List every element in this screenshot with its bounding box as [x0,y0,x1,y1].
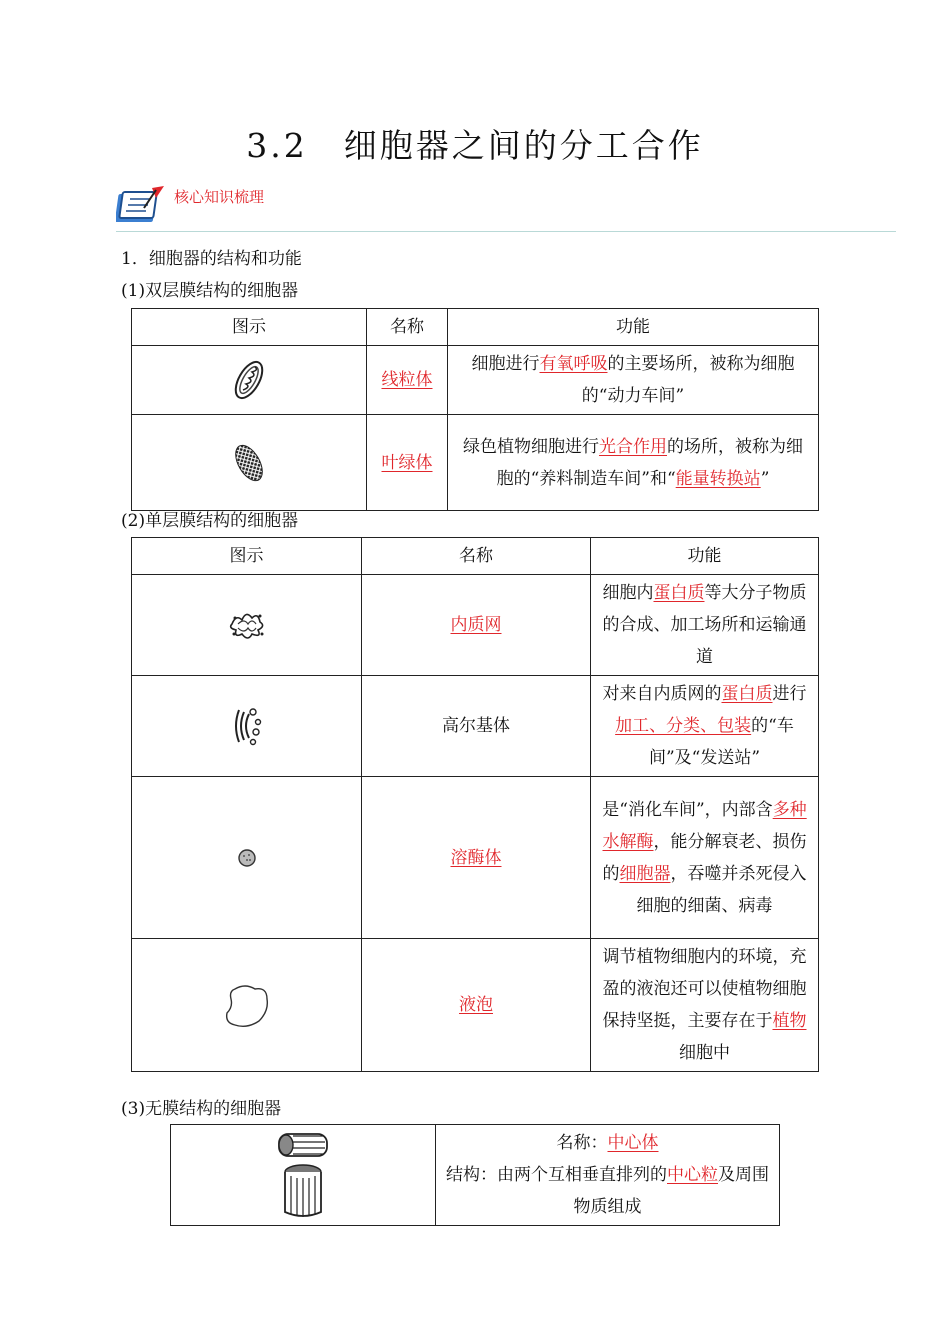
header-cell: 功能 [591,538,819,575]
key-term: 能量转换站 [675,468,761,489]
function-text: 进行 [772,684,807,704]
organelle-name: 液泡 [459,995,493,1015]
no-membrane-table [170,1124,780,1226]
function-text: 细胞中 [679,1043,730,1063]
table-header-row [132,309,819,346]
section-heading: 1．细胞器的结构和功能 [121,249,302,269]
key-term: 多种水解酶 [602,799,807,852]
single-membrane-heading: (2)单层膜结构的细胞器 [121,511,299,531]
key-term: 植物 [772,1011,807,1031]
single-membrane-table [131,537,819,1072]
function-text: ，吞噬并杀死侵入细胞的细菌、病毒 [636,863,807,916]
golgi-apparatus-icon [229,704,265,748]
function-text: ，能分解衰老、损伤的 [602,831,807,884]
lysosome-icon [236,847,258,869]
function-text: 调节植物细胞内的环境，充盈的液泡还可以使植物细胞保持坚挺，主要存在于 [602,947,807,1031]
key-term: 加工、分类、包装 [615,716,752,736]
function-text: 的场所，被称为细胞的“养料制造车间”和“ [496,436,803,489]
organelle-name: 溶酶体 [450,847,502,868]
structure-text: 及周围物质组成 [573,1165,769,1217]
table-row [132,939,819,1072]
organelle-name: 高尔基体 [362,676,591,777]
image-cell [132,575,362,676]
key-term: 光合作用 [599,436,667,457]
header-cell: 功能 [448,309,819,346]
centrosome-icon [273,1128,333,1222]
table-row [132,676,819,777]
centrosome-structure-line [444,1159,771,1223]
table-row [171,1125,780,1226]
table-header-row [132,538,819,575]
organelle-name: 中心体 [607,1133,659,1153]
header-cell: 图示 [132,309,367,346]
key-term: 细胞器 [619,863,671,884]
notebook-icon [116,184,168,228]
header-cell: 名称 [362,538,591,575]
centrosome-name-line [444,1127,771,1159]
divider [116,231,896,232]
section-badge-label: 核心知识梳理 [174,188,265,206]
image-cell [132,346,367,415]
header-cell: 图示 [132,538,362,575]
name-label: 名称： [556,1133,608,1153]
function-text: 细胞进行 [471,354,540,374]
function-text: 的主要场所，被称为细胞的“动力车间” [581,354,795,406]
table-row [132,346,819,415]
structure-text: 结构：由两个互相垂直排列的 [446,1165,667,1185]
organelle-name: 内质网 [450,615,502,635]
image-cell [171,1125,436,1226]
double-membrane-heading: (1)双层膜结构的细胞器 [121,281,299,301]
function-text: 绿色植物细胞进行 [463,436,599,457]
key-term: 蛋白质 [721,684,773,704]
page-title: 3.2 细胞器之间的分工合作 [246,126,704,165]
key-term: 中心粒 [667,1165,718,1185]
image-cell [132,676,362,777]
function-text: 的“车间”及“发送站” [648,716,794,768]
function-text: 等大分子物质的合成、加工场所和运输通道 [602,583,807,667]
no-membrane-heading: (3)无膜结构的细胞器 [121,1099,282,1119]
key-term: 有氧呼吸 [539,354,608,374]
image-cell [132,777,362,939]
mitochondrion-icon [229,357,269,403]
endoplasmic-reticulum-icon [226,604,268,646]
chloroplast-icon [229,440,269,486]
key-term: 蛋白质 [653,583,705,603]
double-membrane-table [131,308,819,511]
function-text: 是“消化车间”，内部含 [602,799,773,820]
function-text: ” [760,468,770,489]
table-row [132,415,819,511]
function-text: 对来自内质网的 [602,684,722,704]
table-row [132,575,819,676]
image-cell [132,939,362,1072]
function-text: 细胞内 [602,583,654,603]
image-cell [132,415,367,511]
header-cell: 名称 [367,309,448,346]
organelle-name: 线粒体 [381,370,433,390]
organelle-name: 叶绿体 [381,452,433,473]
table-row [132,777,819,939]
vacuole-icon [221,979,273,1031]
